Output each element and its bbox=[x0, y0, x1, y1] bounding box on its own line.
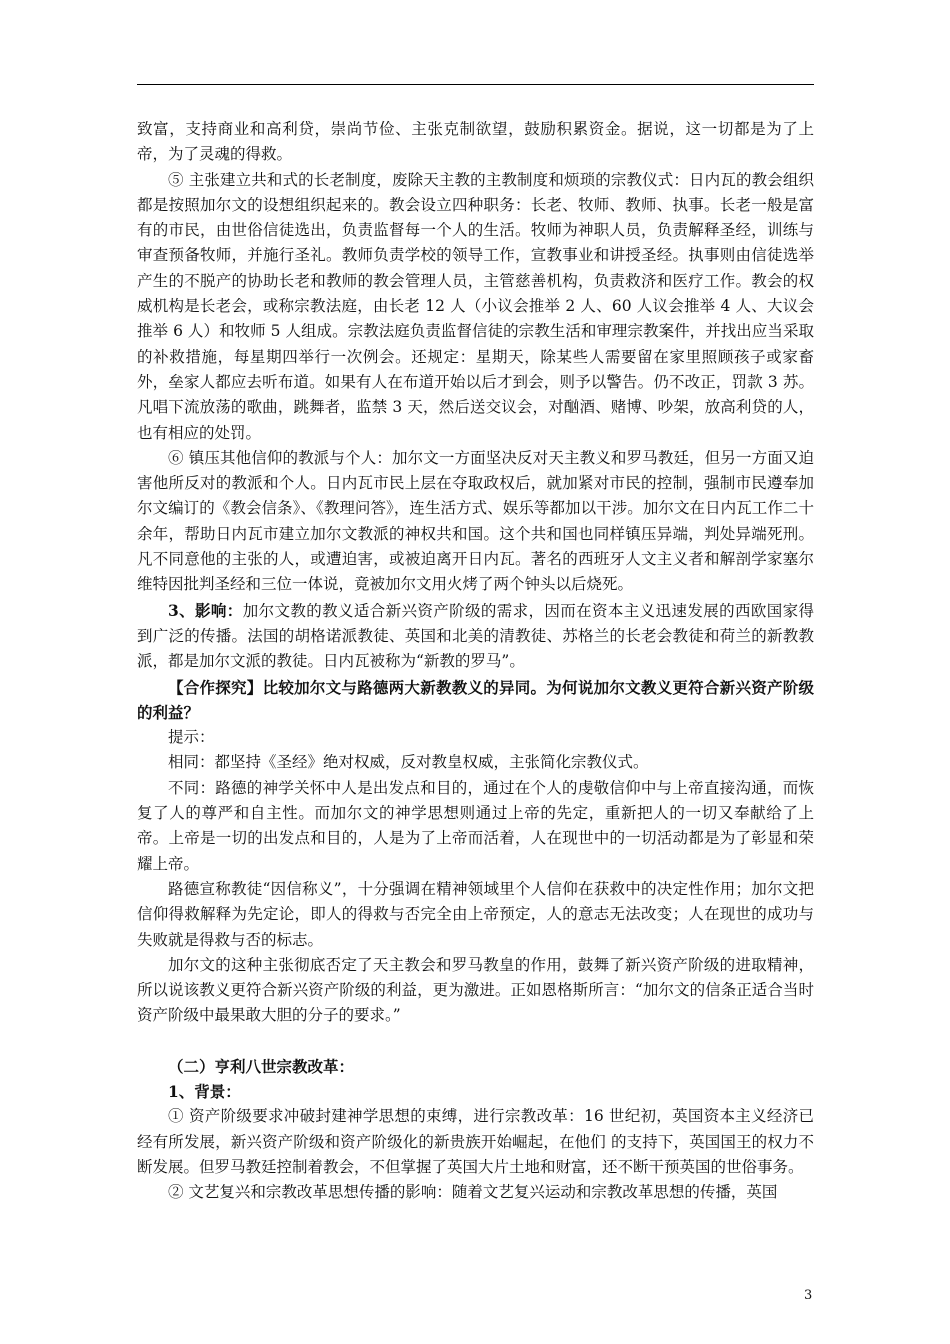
paragraph-13: ① 资产阶级要求冲破封建神学思想的束缚，进行宗教改革：16 世纪初，英国资本主义经济已经有所发展，新兴资产阶级和资产阶级化的新贵族开始崛起，在他们 的支持下，英国国王的权力不断发展。但罗马教廷控制着教会，不但掌握了英国大片土地和财富，还不断干预英国的世俗事务。 bbox=[137, 1107, 814, 1176]
section-heading-impact: 3、影响： bbox=[168, 600, 243, 620]
page-number: 3 bbox=[804, 1288, 813, 1303]
paragraph-3: ⑥ 镇压其他信仰的教派与个人：加尔文一方面坚决反对天主教义和罗马教廷，但另一方面又迫害他所反对的教派和个人。日内瓦市民上层在夺取政权后，就加紧对市民的控制，强制市民遵奉加尔文编订的《教会信条》、《教理问答》，连生活方式、娱乐等都加以干涉。加尔文在日内瓦工作二十余年，帮助日内瓦市建立加尔文教派的神权共和国。这个共和国也同样镇压异端，判处异端死刑。凡不同意他的主张的人，或遭迫害，或被迫离开日内瓦。著名的西班牙人文主义者和解剖学家塞尔维特因批判圣经和三位一体说，竟被加尔文用火烤了两个钟头以后烧死。 bbox=[137, 448, 814, 594]
subheading-background: 1、背景： bbox=[168, 1081, 241, 1101]
paragraph-similarity: 相同：都坚持《圣经》绝对权威，反对教皇权威，主张简化宗教仪式。 bbox=[168, 753, 649, 772]
hint-label: 提示： bbox=[168, 728, 215, 747]
paragraph-10: 加尔文的这种主张彻底否定了天主教会和罗马教皇的作用，鼓舞了新兴资产阶级的进取精神，所以说该教义更符合新兴资产阶级的利益，更为激进。正如恩格斯所言：“加尔文的信条正适合当时资产阶级中最果敢大胆的分子的要求。” bbox=[137, 955, 814, 1025]
paragraph-difference: 不同：路德的神学关怀中人是出发点和目的，通过在个人的虔敬信仰中与上帝直接沟通，而恢复了人的尊严和自主性。而加尔文的神学思想则通过上帝的先定，重新把人的一切又奉献给了上帝。上帝是一切的出发点和目的，人是为了上帝而活着，人在现世中的一切活动都是为了彰显和荣耀上帝。 bbox=[137, 778, 814, 873]
section-heading-henry-viii: （二）亨利八世宗教改革： bbox=[168, 1056, 355, 1076]
document-body bbox=[137, 117, 814, 1205]
blank-line bbox=[137, 1029, 814, 1054]
paragraph-2: ⑤ 主张建立共和式的长老制度，废除天主教的主教制度和烦琐的宗教仪式：日内瓦的教会组织都是按照加尔文的设想组织起来的。教会设立四种职务：长老、牧师、教师、执事。长老一般是富有的市民，由世俗信徒选出，负责监督每一个人的生活。牧师为神职人员，负责解释圣经，训练与审查预备牧师，并施行圣礼。教师负责学校的领导工作，宣教事业和讲授圣经。执事则由信徒选举产生的不脱产的协助长老和教师的教会管理人员，主管慈善机构，负责救济和医疗工作。教会的权威机构是长老会，或称宗教法庭，由长老 12 人（小议会推举 2 人、60 人议会推举 4 人、大议会推举 6 人）和牧师 5 人组成。宗教法庭负责监督信徒的宗教生活和审理宗教案件，并找出应当采取的补救措施，每星期四举行一次例会。还规定：星期天，除某些人需要留在家里照顾孩子或家畜外，垒家人都应去听布道。如果有人在布道开始以后才到会，则予以警告。仍不改正，罚款 3 苏。凡唱下流放荡的歌曲，跳舞者，监禁 3 天，然后送交议会，对酗酒、赌博、吵架，放高利贷的人，也有相应的处罚。 bbox=[137, 170, 814, 442]
header-rule bbox=[137, 84, 814, 85]
paragraph-14: ② 文艺复兴和宗教改革思想传播的影响：随着文艺复兴运动和宗教改革思想的传播，英国 bbox=[168, 1183, 778, 1202]
paragraph-9: 路德宣称教徒“因信称义”，十分强调在精神领域里个人信仰在获救中的决定性作用；加尔文把信仰得救解释为先定论，即人的得救与否完全由上帝预定，人的意志无法改变；人在现世的成功与失败就是得救与否的标志。 bbox=[137, 879, 814, 949]
paragraph-1: 致富，支持商业和高利贷，崇尚节俭、主张克制欲望，鼓励积累资金。据说，这一切都是为了上帝，为了灵魂的得救。 bbox=[137, 120, 814, 164]
cooperative-inquiry-question: 【合作探究】比较加尔文与路德两大新教教义的异同。为何说加尔文教义更符合新兴资产阶级的利益？ bbox=[137, 677, 814, 722]
paragraph-4 bbox=[137, 598, 814, 675]
paragraph-4-body: 加尔文教的教义适合新兴资产阶级的需求，因而在资本主义迅速发展的西欧国家得到广泛的传播。法国的胡格诺派教徒、英国和北美的清教徒、苏格兰的长老会教徒和荷兰的新教教派，都是加尔文派的教徒。日内瓦被称为“新教的罗马”。 bbox=[137, 601, 814, 671]
